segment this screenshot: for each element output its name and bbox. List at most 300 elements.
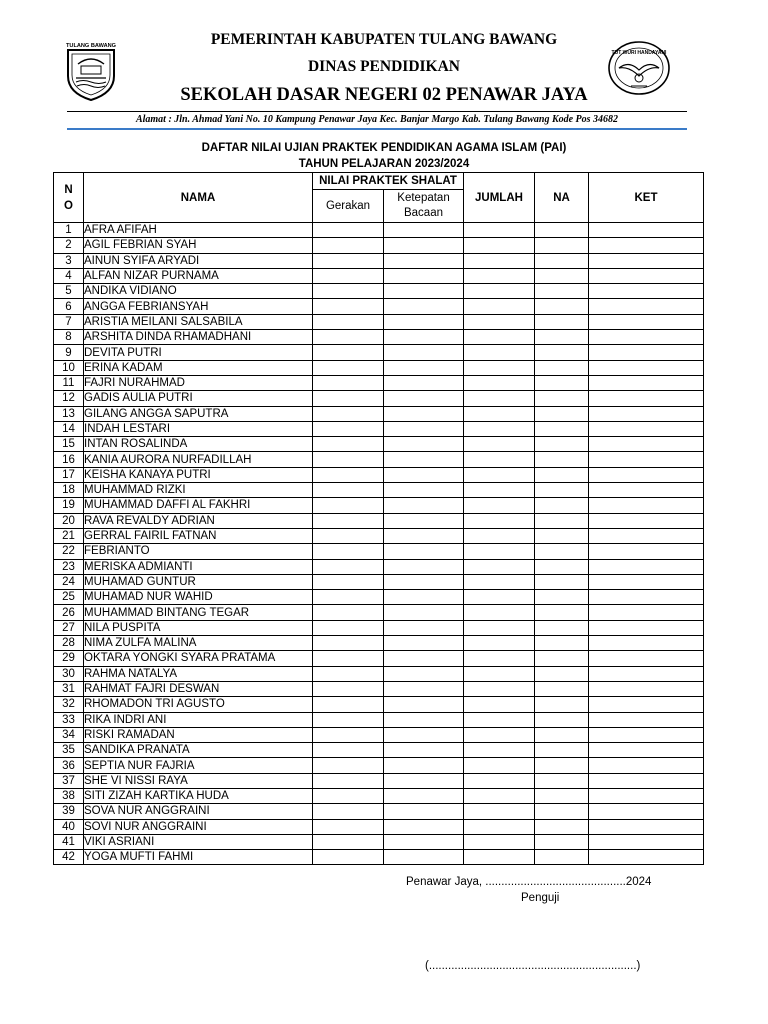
ket-cell[interactable] [589, 223, 704, 238]
na-cell[interactable] [535, 712, 589, 727]
ket-cell[interactable] [589, 590, 704, 605]
table-row [54, 544, 704, 559]
na-cell[interactable] [535, 268, 589, 283]
row-number: 36 [54, 758, 84, 773]
ketepatan-bacaan-cell[interactable] [384, 559, 464, 574]
student-name: FAJRI NURAHMAD [84, 375, 313, 390]
row-number: 40 [54, 819, 84, 834]
row-number: 6 [54, 299, 84, 314]
na-cell[interactable] [535, 528, 589, 543]
student-name: RISKI RAMADAN [84, 727, 313, 742]
department-name: DINAS PENDIDIKAN [307, 58, 460, 75]
jumlah-cell[interactable] [464, 483, 535, 498]
jumlah-cell[interactable] [464, 697, 535, 712]
na-cell[interactable] [535, 697, 589, 712]
gerakan-cell[interactable] [313, 498, 384, 513]
na-cell[interactable] [535, 513, 589, 528]
na-cell[interactable] [535, 314, 589, 329]
gerakan-cell[interactable] [313, 697, 384, 712]
jumlah-cell[interactable] [464, 345, 535, 360]
student-name: RAHMA NATALYA [84, 666, 313, 681]
header-na: NA [535, 173, 589, 223]
na-cell[interactable] [535, 223, 589, 238]
student-name: FEBRIANTO [84, 544, 313, 559]
gerakan-cell[interactable] [313, 437, 384, 452]
ketepatan-bacaan-cell[interactable] [384, 345, 464, 360]
letterhead [0, 0, 768, 135]
row-number: 35 [54, 743, 84, 758]
na-cell[interactable] [535, 636, 589, 651]
student-name: MUHAMAD NUR WAHID [84, 590, 313, 605]
ket-cell[interactable] [589, 712, 704, 727]
ket-cell[interactable] [589, 238, 704, 253]
gerakan-cell[interactable] [313, 804, 384, 819]
header-ketepatan-bacaan: Ketepatan Bacaan [384, 190, 464, 223]
ketepatan-bacaan-cell[interactable] [384, 513, 464, 528]
ketepatan-bacaan-cell[interactable] [384, 743, 464, 758]
ket-cell[interactable] [589, 681, 704, 696]
ket-cell[interactable] [589, 253, 704, 268]
na-cell[interactable] [535, 330, 589, 345]
jumlah-cell[interactable] [464, 467, 535, 482]
ketepatan-bacaan-cell[interactable] [384, 620, 464, 635]
jumlah-cell[interactable] [464, 528, 535, 543]
ket-cell[interactable] [589, 467, 704, 482]
jumlah-cell[interactable] [464, 636, 535, 651]
student-name: AFRA AFIFAH [84, 223, 313, 238]
table-row [54, 437, 704, 452]
table-row [54, 559, 704, 574]
gerakan-cell[interactable] [313, 467, 384, 482]
row-number: 14 [54, 421, 84, 436]
ketepatan-bacaan-cell[interactable] [384, 452, 464, 467]
na-cell[interactable] [535, 253, 589, 268]
jumlah-cell[interactable] [464, 788, 535, 803]
table-row [54, 253, 704, 268]
ket-cell[interactable] [589, 850, 704, 865]
row-number: 38 [54, 788, 84, 803]
jumlah-cell[interactable] [464, 574, 535, 589]
school-address: Alamat : Jln. Ahmad Yani No. 10 Kampung Penawar Jaya Kec. Banjar Margo Kab. Tulang Bawang Kode Pos 34682 [135, 114, 619, 125]
na-cell[interactable] [535, 574, 589, 589]
table-row [54, 360, 704, 375]
jumlah-cell[interactable] [464, 666, 535, 681]
gerakan-cell[interactable] [313, 758, 384, 773]
table-row [54, 238, 704, 253]
student-name: DEVITA PUTRI [84, 345, 313, 360]
row-number: 8 [54, 330, 84, 345]
na-cell[interactable] [535, 666, 589, 681]
ket-cell[interactable] [589, 284, 704, 299]
gerakan-cell[interactable] [313, 299, 384, 314]
jumlah-cell[interactable] [464, 758, 535, 773]
ketepatan-bacaan-cell[interactable] [384, 727, 464, 742]
table-row [54, 605, 704, 620]
gerakan-cell[interactable] [313, 850, 384, 865]
jumlah-cell[interactable] [464, 727, 535, 742]
ketepatan-bacaan-cell[interactable] [384, 223, 464, 238]
ket-cell[interactable] [589, 360, 704, 375]
ketepatan-bacaan-cell[interactable] [384, 850, 464, 865]
gerakan-cell[interactable] [313, 253, 384, 268]
row-number: 7 [54, 314, 84, 329]
document-title: DAFTAR NILAI UJIAN PRAKTEK PENDIDIKAN AGAMA ISLAM (PAI) [201, 142, 567, 154]
student-name: ERINA KADAM [84, 360, 313, 375]
ketepatan-bacaan-cell[interactable] [384, 697, 464, 712]
gerakan-cell[interactable] [313, 743, 384, 758]
student-name: GADIS AULIA PUTRI [84, 391, 313, 406]
row-number: 1 [54, 223, 84, 238]
table-row [54, 513, 704, 528]
ket-cell[interactable] [589, 636, 704, 651]
jumlah-cell[interactable] [464, 681, 535, 696]
ket-cell[interactable] [589, 421, 704, 436]
grade-table [53, 172, 704, 865]
na-cell[interactable] [535, 651, 589, 666]
ket-cell[interactable] [589, 544, 704, 559]
gerakan-cell[interactable] [313, 666, 384, 681]
row-number: 15 [54, 437, 84, 452]
ket-cell[interactable] [589, 697, 704, 712]
place-and-date: Penawar Jaya, ............................................2024 [406, 876, 652, 888]
student-name: INDAH LESTARI [84, 421, 313, 436]
ketepatan-bacaan-cell[interactable] [384, 406, 464, 421]
na-cell[interactable] [535, 590, 589, 605]
ketepatan-bacaan-cell[interactable] [384, 528, 464, 543]
jumlah-cell[interactable] [464, 513, 535, 528]
ket-cell[interactable] [589, 743, 704, 758]
ketepatan-bacaan-cell[interactable] [384, 314, 464, 329]
student-name: MUHAMMAD DAFFI AL FAKHRI [84, 498, 313, 513]
ket-cell[interactable] [589, 804, 704, 819]
table-row [54, 299, 704, 314]
ket-cell[interactable] [589, 452, 704, 467]
jumlah-cell[interactable] [464, 406, 535, 421]
gerakan-cell[interactable] [313, 788, 384, 803]
na-cell[interactable] [535, 544, 589, 559]
jumlah-cell[interactable] [464, 375, 535, 390]
ketepatan-bacaan-cell[interactable] [384, 819, 464, 834]
na-cell[interactable] [535, 406, 589, 421]
na-cell[interactable] [535, 452, 589, 467]
gerakan-cell[interactable] [313, 651, 384, 666]
jumlah-cell[interactable] [464, 299, 535, 314]
ket-cell[interactable] [589, 605, 704, 620]
gerakan-cell[interactable] [313, 712, 384, 727]
row-number: 24 [54, 574, 84, 589]
na-cell[interactable] [535, 834, 589, 849]
row-number: 13 [54, 406, 84, 421]
ketepatan-bacaan-cell[interactable] [384, 773, 464, 788]
gerakan-cell[interactable] [313, 421, 384, 436]
na-cell[interactable] [535, 850, 589, 865]
gerakan-cell[interactable] [313, 528, 384, 543]
gerakan-cell[interactable] [313, 574, 384, 589]
row-number: 11 [54, 375, 84, 390]
ket-cell[interactable] [589, 788, 704, 803]
ket-cell[interactable] [589, 574, 704, 589]
student-name: RAHMAT FAJRI DESWAN [84, 681, 313, 696]
na-cell[interactable] [535, 391, 589, 406]
row-number: 5 [54, 284, 84, 299]
table-row [54, 834, 704, 849]
na-cell[interactable] [535, 743, 589, 758]
student-name: SHE VI NISSI RAYA [84, 773, 313, 788]
jumlah-cell[interactable] [464, 223, 535, 238]
ketepatan-bacaan-cell[interactable] [384, 498, 464, 513]
student-name: SEPTIA NUR FAJRIA [84, 758, 313, 773]
header-divider [67, 111, 687, 112]
ket-cell[interactable] [589, 498, 704, 513]
ketepatan-bacaan-cell[interactable] [384, 467, 464, 482]
ket-cell[interactable] [589, 330, 704, 345]
ketepatan-bacaan-cell[interactable] [384, 758, 464, 773]
gerakan-cell[interactable] [313, 834, 384, 849]
row-number: 31 [54, 681, 84, 696]
ket-cell[interactable] [589, 391, 704, 406]
ketepatan-bacaan-cell[interactable] [384, 391, 464, 406]
ketepatan-bacaan-cell[interactable] [384, 238, 464, 253]
na-cell[interactable] [535, 758, 589, 773]
na-cell[interactable] [535, 284, 589, 299]
ketepatan-bacaan-cell[interactable] [384, 375, 464, 390]
gerakan-cell[interactable] [313, 636, 384, 651]
student-name: SOVA NUR ANGGRAINI [84, 804, 313, 819]
gerakan-cell[interactable] [313, 544, 384, 559]
ketepatan-bacaan-cell[interactable] [384, 268, 464, 283]
na-cell[interactable] [535, 299, 589, 314]
gerakan-cell[interactable] [313, 819, 384, 834]
ket-cell[interactable] [589, 819, 704, 834]
student-name: KANIA AURORA NURFADILLAH [84, 452, 313, 467]
table-row [54, 391, 704, 406]
gerakan-cell[interactable] [313, 375, 384, 390]
row-number: 18 [54, 483, 84, 498]
jumlah-cell[interactable] [464, 773, 535, 788]
row-number: 33 [54, 712, 84, 727]
ket-cell[interactable] [589, 773, 704, 788]
na-cell[interactable] [535, 727, 589, 742]
table-row [54, 727, 704, 742]
ketepatan-bacaan-cell[interactable] [384, 421, 464, 436]
ketepatan-bacaan-cell[interactable] [384, 330, 464, 345]
gerakan-cell[interactable] [313, 238, 384, 253]
gerakan-cell[interactable] [313, 559, 384, 574]
table-row [54, 850, 704, 865]
jumlah-cell[interactable] [464, 268, 535, 283]
row-number: 34 [54, 727, 84, 742]
ket-cell[interactable] [589, 406, 704, 421]
ket-cell[interactable] [589, 666, 704, 681]
table-row [54, 284, 704, 299]
na-cell[interactable] [535, 360, 589, 375]
ket-cell[interactable] [589, 437, 704, 452]
gerakan-cell[interactable] [313, 284, 384, 299]
ketepatan-bacaan-cell[interactable] [384, 712, 464, 727]
gerakan-cell[interactable] [313, 268, 384, 283]
jumlah-cell[interactable] [464, 498, 535, 513]
ket-cell[interactable] [589, 314, 704, 329]
na-cell[interactable] [535, 773, 589, 788]
jumlah-cell[interactable] [464, 437, 535, 452]
na-cell[interactable] [535, 345, 589, 360]
ket-cell[interactable] [589, 834, 704, 849]
ket-cell[interactable] [589, 651, 704, 666]
gerakan-cell[interactable] [313, 483, 384, 498]
jumlah-cell[interactable] [464, 284, 535, 299]
na-cell[interactable] [535, 605, 589, 620]
student-name: AINUN SYIFA ARYADI [84, 253, 313, 268]
table-row [54, 636, 704, 651]
na-cell[interactable] [535, 421, 589, 436]
table-row [54, 712, 704, 727]
na-cell[interactable] [535, 498, 589, 513]
gerakan-cell[interactable] [313, 590, 384, 605]
jumlah-cell[interactable] [464, 651, 535, 666]
jumlah-cell[interactable] [464, 238, 535, 253]
row-number: 22 [54, 544, 84, 559]
jumlah-cell[interactable] [464, 804, 535, 819]
na-cell[interactable] [535, 467, 589, 482]
gerakan-cell[interactable] [313, 314, 384, 329]
ketepatan-bacaan-cell[interactable] [384, 253, 464, 268]
student-name: SOVI NUR ANGGRAINI [84, 819, 313, 834]
gerakan-cell[interactable] [313, 391, 384, 406]
ketepatan-bacaan-cell[interactable] [384, 483, 464, 498]
row-number: 42 [54, 850, 84, 865]
gerakan-cell[interactable] [313, 345, 384, 360]
jumlah-cell[interactable] [464, 559, 535, 574]
table-row [54, 758, 704, 773]
ketepatan-bacaan-cell[interactable] [384, 360, 464, 375]
signature-line: (.................................................................) [425, 960, 641, 972]
header-jumlah: JUMLAH [464, 173, 535, 223]
gerakan-cell[interactable] [313, 620, 384, 635]
row-number: 39 [54, 804, 84, 819]
ketepatan-bacaan-cell[interactable] [384, 834, 464, 849]
jumlah-cell[interactable] [464, 819, 535, 834]
ketepatan-bacaan-cell[interactable] [384, 574, 464, 589]
table-row [54, 651, 704, 666]
ket-cell[interactable] [589, 375, 704, 390]
row-number: 29 [54, 651, 84, 666]
gerakan-cell[interactable] [313, 452, 384, 467]
jumlah-cell[interactable] [464, 590, 535, 605]
gerakan-cell[interactable] [313, 360, 384, 375]
jumlah-cell[interactable] [464, 391, 535, 406]
row-number: 37 [54, 773, 84, 788]
table-row [54, 421, 704, 436]
ket-cell[interactable] [589, 483, 704, 498]
jumlah-cell[interactable] [464, 605, 535, 620]
ket-cell[interactable] [589, 513, 704, 528]
na-cell[interactable] [535, 559, 589, 574]
na-cell[interactable] [535, 819, 589, 834]
table-row [54, 452, 704, 467]
row-number: 2 [54, 238, 84, 253]
ketepatan-bacaan-cell[interactable] [384, 544, 464, 559]
ketepatan-bacaan-cell[interactable] [384, 651, 464, 666]
gerakan-cell[interactable] [313, 681, 384, 696]
row-number: 27 [54, 620, 84, 635]
ket-cell[interactable] [589, 559, 704, 574]
na-cell[interactable] [535, 804, 589, 819]
student-name: ANDIKA VIDIANO [84, 284, 313, 299]
jumlah-cell[interactable] [464, 743, 535, 758]
ket-cell[interactable] [589, 528, 704, 543]
ketepatan-bacaan-cell[interactable] [384, 666, 464, 681]
gerakan-cell[interactable] [313, 406, 384, 421]
student-name: MUHAMAD GUNTUR [84, 574, 313, 589]
ketepatan-bacaan-cell[interactable] [384, 636, 464, 651]
ketepatan-bacaan-cell[interactable] [384, 804, 464, 819]
row-number: 21 [54, 528, 84, 543]
ketepatan-bacaan-cell[interactable] [384, 284, 464, 299]
ketepatan-bacaan-cell[interactable] [384, 437, 464, 452]
ket-cell[interactable] [589, 620, 704, 635]
na-cell[interactable] [535, 620, 589, 635]
jumlah-cell[interactable] [464, 850, 535, 865]
ket-cell[interactable] [589, 758, 704, 773]
gerakan-cell[interactable] [313, 513, 384, 528]
gerakan-cell[interactable] [313, 773, 384, 788]
gerakan-cell[interactable] [313, 223, 384, 238]
student-name: MUHAMMAD BINTANG TEGAR [84, 605, 313, 620]
jumlah-cell[interactable] [464, 620, 535, 635]
row-number: 4 [54, 268, 84, 283]
row-number: 30 [54, 666, 84, 681]
student-name: RIKA INDRI ANI [84, 712, 313, 727]
ket-cell[interactable] [589, 268, 704, 283]
ketepatan-bacaan-cell[interactable] [384, 590, 464, 605]
na-cell[interactable] [535, 437, 589, 452]
ketepatan-bacaan-cell[interactable] [384, 681, 464, 696]
na-cell[interactable] [535, 483, 589, 498]
row-number: 23 [54, 559, 84, 574]
student-name: ALFAN NIZAR PURNAMA [84, 268, 313, 283]
na-cell[interactable] [535, 788, 589, 803]
jumlah-cell[interactable] [464, 314, 535, 329]
na-cell[interactable] [535, 375, 589, 390]
na-cell[interactable] [535, 238, 589, 253]
header-ket: KET [589, 173, 704, 223]
jumlah-cell[interactable] [464, 834, 535, 849]
ketepatan-bacaan-cell[interactable] [384, 788, 464, 803]
student-name: SITI ZIZAH KARTIKA HUDA [84, 788, 313, 803]
ket-cell[interactable] [589, 727, 704, 742]
jumlah-cell[interactable] [464, 452, 535, 467]
ket-cell[interactable] [589, 299, 704, 314]
gerakan-cell[interactable] [313, 727, 384, 742]
jumlah-cell[interactable] [464, 360, 535, 375]
header-gerakan: Gerakan [313, 190, 384, 223]
student-name: MUHAMMAD RIZKI [84, 483, 313, 498]
ketepatan-bacaan-cell[interactable] [384, 299, 464, 314]
ketepatan-bacaan-cell[interactable] [384, 605, 464, 620]
jumlah-cell[interactable] [464, 544, 535, 559]
student-name: AGIL FEBRIAN SYAH [84, 238, 313, 253]
examiner-label: Penguji [521, 892, 560, 904]
jumlah-cell[interactable] [464, 712, 535, 727]
jumlah-cell[interactable] [464, 330, 535, 345]
gerakan-cell[interactable] [313, 605, 384, 620]
ket-cell[interactable] [589, 345, 704, 360]
header-nilai-praktek-shalat: NILAI PRAKTEK SHALAT [313, 173, 464, 190]
gerakan-cell[interactable] [313, 330, 384, 345]
na-cell[interactable] [535, 681, 589, 696]
jumlah-cell[interactable] [464, 421, 535, 436]
jumlah-cell[interactable] [464, 253, 535, 268]
